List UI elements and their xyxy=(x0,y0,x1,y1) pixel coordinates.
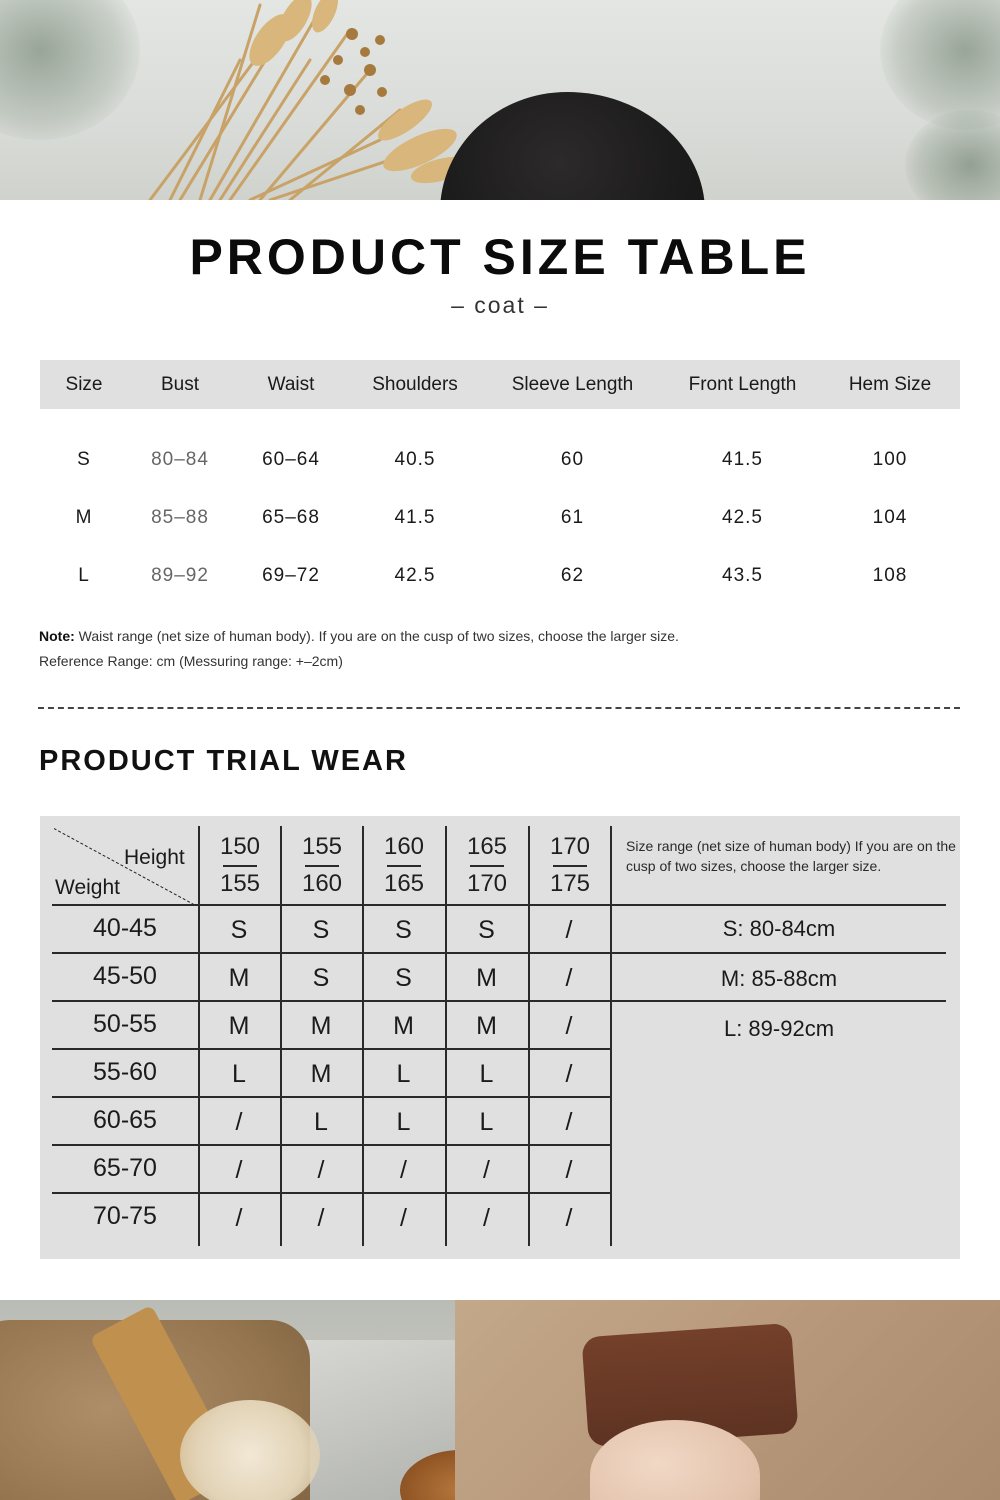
top-product-photo xyxy=(0,0,1000,200)
height-range-separator xyxy=(553,865,587,867)
size-recommendation-cell: L xyxy=(232,1060,246,1088)
header-cell: Front Length xyxy=(688,373,797,395)
size-recommendation-cell: / xyxy=(235,1108,243,1136)
dried-flower-bouquet xyxy=(120,0,500,200)
height-range-max: 175 xyxy=(549,870,591,897)
height-range-separator xyxy=(470,865,504,867)
table-cell: 100 xyxy=(872,449,908,470)
height-range-max: 165 xyxy=(383,870,425,897)
size-recommendation-cell: L xyxy=(479,1108,494,1136)
table-cell: 40.5 xyxy=(394,449,436,470)
height-range-separator xyxy=(305,865,339,867)
note-label: Note: xyxy=(39,628,75,644)
size-recommendation-cell: M xyxy=(476,964,497,992)
size-recommendation-cell: / xyxy=(317,1204,325,1232)
reference-range-text: Reference Range: cm (Messuring range: +–2cm) xyxy=(39,653,343,669)
size-recommendation-cell: / xyxy=(565,1060,573,1088)
fleece-trim xyxy=(180,1400,320,1500)
size-table xyxy=(40,360,960,605)
table-row xyxy=(40,489,960,547)
height-header-cell xyxy=(446,828,528,904)
size-recommendation-cell: M xyxy=(476,1012,497,1040)
height-range-separator xyxy=(223,865,257,867)
header-cell: Waist xyxy=(267,373,315,395)
weight-axis-label: Weight xyxy=(55,876,120,899)
height-range-min: 170 xyxy=(549,833,591,860)
height-header-cell xyxy=(363,828,445,904)
height-range-min: 155 xyxy=(301,833,343,860)
size-table-header xyxy=(40,360,960,409)
table-cell: 60–64 xyxy=(262,449,320,470)
size-recommendation-cell: / xyxy=(400,1156,407,1184)
weight-range-cell: 45-50 xyxy=(93,962,157,990)
table-cell: 85–88 xyxy=(151,507,209,528)
size-recommendation-cell: L xyxy=(314,1108,328,1136)
weight-range-cell: 70-75 xyxy=(93,1202,157,1230)
header-cell: Shoulders xyxy=(372,373,458,395)
trial-wear-grid xyxy=(52,826,956,1246)
product-type-subtitle: – coat – xyxy=(451,292,549,318)
table-cell: 43.5 xyxy=(722,565,763,586)
size-recommendation-cell: S xyxy=(312,964,330,992)
table-cell: 108 xyxy=(872,565,908,586)
table-cell: 80–84 xyxy=(151,449,209,470)
table-cell: 89–92 xyxy=(151,565,209,586)
table-cell: 61 xyxy=(560,507,585,528)
header-cell: Sleeve Length xyxy=(511,373,634,395)
size-range-m: M: 85-88cm xyxy=(720,966,838,991)
size-range-note: Size range (net size of human body) If you are on the cusp of two sizes, choose the larger size. xyxy=(626,838,956,874)
table-cell: S xyxy=(77,449,91,470)
height-header-cell xyxy=(199,828,281,904)
size-recommendation-cell: M xyxy=(310,1060,332,1088)
size-recommendation-cell: M xyxy=(228,1012,250,1040)
height-range-min: 150 xyxy=(219,833,261,860)
size-range-s: S: 80-84cm xyxy=(722,916,836,941)
size-recommendation-cell: S xyxy=(395,916,412,944)
size-recommendation-cell: / xyxy=(565,1012,573,1040)
size-recommendation-cell: / xyxy=(317,1156,325,1184)
table-cell: 41.5 xyxy=(722,449,763,470)
dashed-divider xyxy=(38,707,960,709)
note-line xyxy=(39,624,679,649)
height-range-max: 160 xyxy=(301,870,343,897)
weight-range-cell: 55-60 xyxy=(93,1058,157,1086)
foliage-blur xyxy=(905,110,1000,200)
weight-range-cell: 60-65 xyxy=(93,1106,157,1134)
size-recommendation-cell: M xyxy=(393,1012,414,1040)
size-recommendation-cell: L xyxy=(396,1060,411,1088)
weight-range-cell: 50-55 xyxy=(93,1010,157,1038)
height-axis-label: Height xyxy=(124,846,185,869)
size-recommendation-cell: S xyxy=(478,916,495,944)
size-recommendation-cell: / xyxy=(565,1204,573,1232)
size-recommendation-cell: S xyxy=(312,916,330,944)
size-recommendation-cell: S xyxy=(230,916,248,944)
size-recommendation-cell: L xyxy=(396,1108,411,1136)
height-range-min: 160 xyxy=(383,833,425,860)
foliage-blur xyxy=(0,0,140,140)
height-range-separator xyxy=(387,865,421,867)
size-note xyxy=(39,624,679,674)
table-cell: 41.5 xyxy=(394,507,436,528)
size-recommendation-cell: / xyxy=(565,1108,573,1136)
height-header-cell xyxy=(529,828,611,904)
size-recommendation-cell: / xyxy=(235,1156,243,1184)
size-recommendation-cell: / xyxy=(565,964,573,992)
page-title: PRODUCT SIZE TABLE xyxy=(189,229,811,285)
corner-header-cell xyxy=(54,828,196,905)
note-text: Waist range (net size of human body). If you are on the cusp of two sizes, choose the larger size. xyxy=(78,628,679,644)
header-cell: Size xyxy=(65,373,103,395)
table-cell: 62 xyxy=(560,565,585,586)
size-recommendation-cell: / xyxy=(483,1204,490,1232)
table-cell: 104 xyxy=(872,507,908,528)
height-range-max: 170 xyxy=(466,870,508,897)
table-cell: L xyxy=(78,565,90,586)
height-range-max: 155 xyxy=(219,870,261,897)
header-cell: Bust xyxy=(160,373,200,395)
table-row xyxy=(40,547,960,605)
size-table-body xyxy=(40,409,960,605)
size-recommendation-cell: / xyxy=(235,1204,243,1232)
table-cell: 60 xyxy=(560,449,585,470)
height-range-min: 165 xyxy=(466,833,508,860)
table-cell: 42.5 xyxy=(722,507,763,528)
table-cell: M xyxy=(75,507,93,528)
size-range-l: L: 89-92cm xyxy=(723,1016,835,1041)
table-cell: 69–72 xyxy=(262,565,320,586)
size-recommendation-cell: / xyxy=(483,1156,490,1184)
weight-range-cell: 65-70 xyxy=(93,1154,157,1182)
table-cell: 65–68 xyxy=(262,507,320,528)
size-recommendation-cell: / xyxy=(565,916,573,944)
table-cell: 42.5 xyxy=(394,565,436,586)
size-recommendation-cell: L xyxy=(479,1060,494,1088)
size-recommendation-cell: / xyxy=(400,1204,407,1232)
table-row xyxy=(40,431,960,489)
size-recommendation-cell: M xyxy=(228,964,250,992)
bottom-product-photo xyxy=(0,1300,1000,1500)
trial-wear-title: PRODUCT TRIAL WEAR xyxy=(39,745,408,777)
weight-range-cell: 40-45 xyxy=(93,914,157,942)
header-cell: Hem Size xyxy=(848,373,932,395)
size-recommendation-cell: / xyxy=(565,1156,573,1184)
height-header-cell xyxy=(281,828,363,904)
size-recommendation-cell: M xyxy=(310,1012,332,1040)
size-recommendation-cell: S xyxy=(395,964,412,992)
